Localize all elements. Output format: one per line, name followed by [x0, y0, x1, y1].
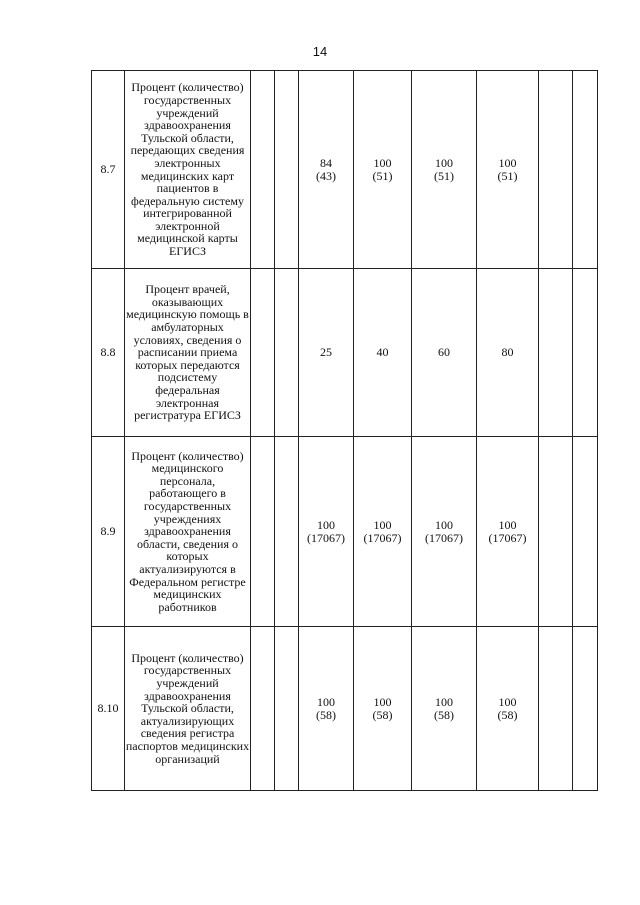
value-cell: 60 — [412, 269, 477, 437]
value-cell: 80 — [477, 269, 539, 437]
table-row — [92, 627, 598, 791]
empty-cell — [251, 269, 275, 437]
value-cell: 100 (58) — [477, 627, 539, 791]
value-cell: 100 (58) — [412, 627, 477, 791]
empty-cell — [539, 627, 573, 791]
row-number: 8.8 — [92, 269, 125, 437]
empty-cell — [539, 269, 573, 437]
empty-cell — [573, 269, 598, 437]
value-cell: 100 (51) — [412, 71, 477, 269]
empty-cell — [573, 71, 598, 269]
indicator-name: Процент врачей, оказывающих медицинскую помощь в амбулаторных условиях, сведения о расписании приема которых передаются подсистему федеральная электронная регистратура ЕГИСЗ — [125, 269, 251, 437]
page-number: 14 — [312, 44, 328, 59]
indicator-name: Процент (количество) государственных учреждений здравоохранения Тульской области, передающих сведения электронных медицинских карт пациентов в федеральную систему интегрированной электронной медицинской карты ЕГИСЗ — [125, 71, 251, 269]
table-row — [92, 437, 598, 627]
value-cell: 100 (58) — [354, 627, 412, 791]
indicator-name: Процент (количество) государственных учреждений здравоохранения Тульской области, актуализирующих сведения регистра паспортов медицинских организаций — [125, 627, 251, 791]
indicator-name: Процент (количество) медицинского персонала, работающего в государственных учреждениях здравоохранения области, сведения о которых актуализируются в Федеральном регистре медицинских работников — [125, 437, 251, 627]
empty-cell — [275, 269, 299, 437]
table-row — [92, 269, 598, 437]
row-number: 8.7 — [92, 71, 125, 269]
value-cell: 100 (17067) — [299, 437, 354, 627]
empty-cell — [573, 627, 598, 791]
table-row — [92, 71, 598, 269]
empty-cell — [275, 71, 299, 269]
empty-cell — [573, 437, 598, 627]
value-cell: 40 — [354, 269, 412, 437]
empty-cell — [251, 71, 275, 269]
empty-cell — [275, 437, 299, 627]
value-cell: 84 (43) — [299, 71, 354, 269]
empty-cell — [539, 437, 573, 627]
value-cell: 25 — [299, 269, 354, 437]
value-cell: 100 (17067) — [354, 437, 412, 627]
row-number: 8.9 — [92, 437, 125, 627]
indicators-table — [91, 70, 598, 791]
row-number: 8.10 — [92, 627, 125, 791]
value-cell: 100 (51) — [477, 71, 539, 269]
value-cell: 100 (58) — [299, 627, 354, 791]
empty-cell — [275, 627, 299, 791]
empty-cell — [251, 437, 275, 627]
empty-cell — [251, 627, 275, 791]
value-cell: 100 (17067) — [477, 437, 539, 627]
value-cell: 100 (51) — [354, 71, 412, 269]
value-cell: 100 (17067) — [412, 437, 477, 627]
empty-cell — [539, 71, 573, 269]
